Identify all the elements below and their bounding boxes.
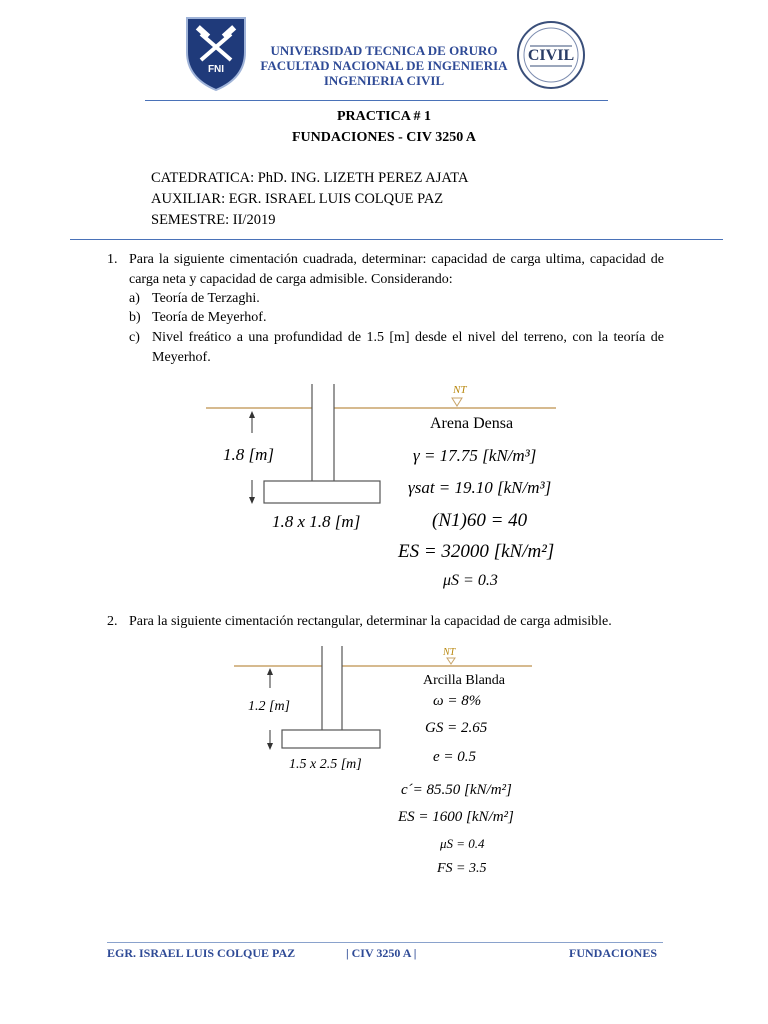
info-divider [70,239,723,240]
figure-2-gs: GS = 2.65 [425,720,488,736]
practice-title: PRACTICA # 1 [336,109,432,124]
semester-line: SEMESTRE: II/2019 [151,212,276,228]
figure-1-gamma: γ = 17.75 [kN/m³] [413,446,537,465]
header-career: INGENIERIA CIVIL [323,73,445,88]
figure-2-e: e = 0.5 [433,749,477,765]
figure-2-omega: ω = 8% [433,693,482,709]
figure-2-c: c´= 85.50 [kN/m²] [401,782,512,798]
problem-1-text: Para la siguiente cimentación cuadrada, determinar: capacidad de carga ultima, capacidad de carga neta y capacidad de carga admisible. Considerando: [129,252,664,287]
figure-2-mu: μS = 0.4 [440,836,485,851]
problem-2-text: Para la siguiente cimentación rectangular, determinar la capacidad de carga admisible. [129,614,612,629]
header-divider [145,100,608,101]
course-title: FUNDACIONES - CIV 3250 A [291,130,477,145]
problem-1-item-b-label: b) [129,310,141,325]
civil-logo-text: CIVIL [527,47,575,64]
figure-1-depth: 1.8 [m] [223,445,275,464]
problem-1-item-b-text: Teoría de Meyerhof. [152,310,267,325]
footer-subject: FUNDACIONES [569,946,658,960]
teacher-line: CATEDRATICA: PhD. ING. LIZETH PEREZ AJATA [151,170,469,186]
figure-1-nt-label: NT [453,384,467,396]
figure-1-es: ES = 32000 [kN/m²] [398,541,555,562]
header-university: UNIVERSIDAD TECNICA DE ORURO [270,43,498,58]
footer-divider [107,942,663,943]
problem-1-number: 1. [107,252,118,267]
footer-code: | CIV 3250 A | [346,946,417,960]
header-faculty: FACULTAD NACIONAL DE INGENIERIA [260,58,508,73]
problem-1-item-a-label: a) [129,291,140,306]
fni-logo [183,12,249,92]
problem-1-item-c-text: Nivel freático a una profundidad de 1.5 [m] desde el nivel del terreno, con la teoría de Meyerhof. [152,330,664,365]
civil-logo [516,20,586,90]
figure-1-soil-name: Arena Densa [430,415,514,432]
figure-2-fs: FS = 3.5 [437,861,487,876]
assistant-line: AUXILIAR: EGR. ISRAEL LUIS COLQUE PAZ [151,191,444,207]
figure-2-depth: 1.2 [m] [248,699,291,714]
problem-1-item-a-text: Teoría de Terzaghi. [152,291,260,306]
figure-2-nt-label: NT [443,647,456,658]
figure-2-es: ES = 1600 [kN/m²] [398,809,514,825]
problem-1-item-c-label: c) [129,330,140,345]
figure-1-footing-size: 1.8 x 1.8 [m] [272,512,361,531]
figure-1-gamma-sat: γsat = 19.10 [kN/m³] [408,478,552,497]
problem-2-number: 2. [107,614,118,629]
figure-2-footing-size: 1.5 x 2.5 [m] [289,757,362,772]
figure-1-mu: μS = 0.3 [443,572,498,589]
fni-logo-text: FNI [207,64,225,75]
figure-2-soil-name: Arcilla Blanda [423,673,506,688]
figure-1-n160: (N1)60 = 40 [432,510,528,531]
footer-author: EGR. ISRAEL LUIS COLQUE PAZ [107,946,296,960]
